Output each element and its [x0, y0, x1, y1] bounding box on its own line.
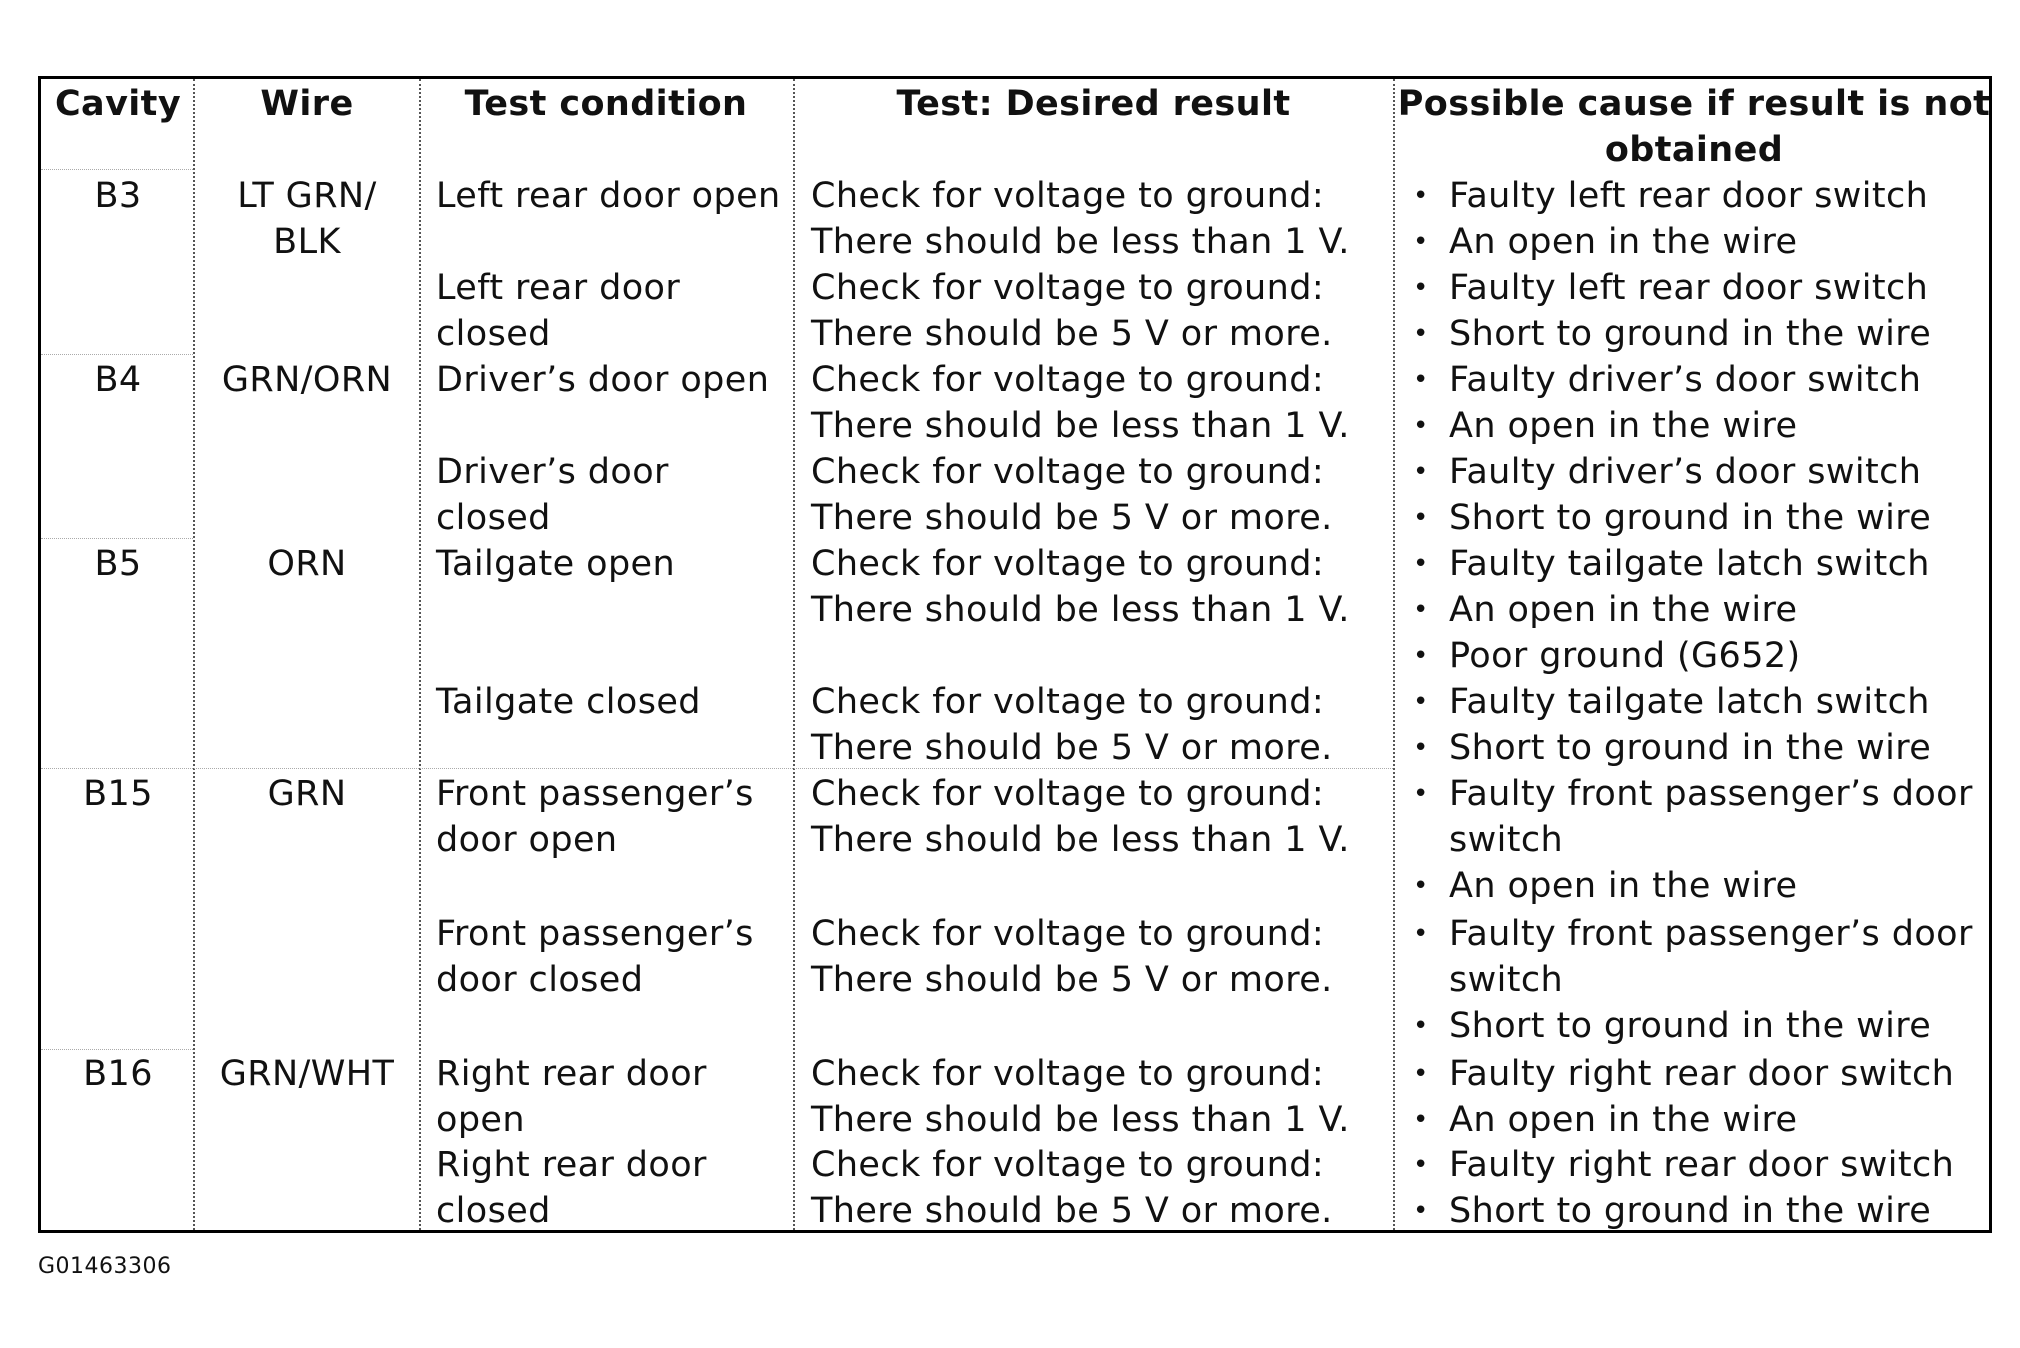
- figure-code: G01463306: [38, 1254, 172, 1279]
- wire-cell: GRN/WHT: [219, 1054, 395, 1094]
- cause-item: • An open in the wire: [1413, 219, 1928, 265]
- header-cause-line: obtained: [1604, 130, 1784, 170]
- cause-item: • Short to ground in the wire: [1413, 1003, 1973, 1049]
- cause-cell: [1413, 449, 1931, 541]
- condition-cell: [436, 911, 754, 1003]
- wire-cell: GRN/ORN: [221, 360, 393, 400]
- header-cavity: Cavity: [54, 84, 182, 124]
- condition-cell: Left rear door open: [436, 176, 781, 216]
- result-cell: [811, 357, 1350, 449]
- result-line: There should be 5 V or more.: [811, 728, 1333, 768]
- result-line: Check for voltage to ground:: [811, 914, 1325, 954]
- cause-item: • Faulty driver’s door switch: [1413, 357, 1921, 403]
- cavity-cell: B15: [83, 774, 153, 814]
- result-cell: [811, 173, 1350, 265]
- cause-cell: [1413, 541, 1930, 679]
- result-cell: [811, 541, 1350, 633]
- condition-line: Right rear door: [436, 1054, 707, 1094]
- cause-item: • An open in the wire: [1413, 403, 1921, 449]
- condition-line: Right rear door: [436, 1145, 707, 1185]
- cause-item: • Faulty driver’s door switch: [1413, 449, 1931, 495]
- condition-line: closed: [436, 314, 551, 354]
- condition-cell: Tailgate open: [436, 544, 676, 584]
- result-line: Check for voltage to ground:: [811, 774, 1325, 814]
- cause-cell: [1413, 173, 1928, 265]
- cavity-cell: B4: [94, 360, 142, 400]
- row-divider: [41, 354, 193, 355]
- cause-item-continued: switch: [1449, 960, 1564, 1000]
- result-line: Check for voltage to ground:: [811, 682, 1325, 722]
- result-line: There should be less than 1 V.: [811, 406, 1350, 446]
- result-line: There should be 5 V or more.: [811, 314, 1333, 354]
- header-wire: Wire: [260, 84, 354, 124]
- result-cell: [811, 911, 1333, 1003]
- cavity-cell: B16: [83, 1054, 153, 1094]
- cause-item: • Faulty tailgate latch switch: [1413, 679, 1931, 725]
- result-line: Check for voltage to ground:: [811, 268, 1325, 308]
- diagnostic-table: [38, 76, 1992, 1233]
- cavity-cell: B3: [94, 176, 142, 216]
- cause-item: • Faulty front passenger’s door: [1413, 771, 1973, 817]
- result-line: There should be less than 1 V.: [811, 1100, 1350, 1140]
- cause-item: • An open in the wire: [1413, 587, 1930, 633]
- cavity-cell: B5: [94, 544, 142, 584]
- wire-cell: ORN: [267, 544, 347, 584]
- result-cell: [811, 265, 1333, 357]
- condition-line: Front passenger’s: [436, 774, 754, 814]
- cause-cell: [1413, 1142, 1954, 1234]
- header-possible-cause: [1396, 81, 1992, 173]
- cause-item: • Faulty left rear door switch: [1413, 265, 1931, 311]
- cause-cell: [1413, 771, 1973, 909]
- condition-cell: [436, 1142, 707, 1234]
- condition-cell: Tailgate closed: [436, 682, 701, 722]
- result-line: There should be 5 V or more.: [811, 1191, 1333, 1231]
- row-divider: [41, 538, 193, 539]
- column-divider: [793, 79, 795, 1230]
- condition-line: door open: [436, 820, 618, 860]
- result-line: There should be less than 1 V.: [811, 590, 1350, 630]
- cause-cell: [1413, 911, 1973, 1049]
- result-line: Check for voltage to ground:: [811, 452, 1325, 492]
- cause-item: • Faulty front passenger’s door: [1413, 911, 1973, 957]
- cause-cell: [1413, 1051, 1954, 1143]
- cause-item: • Faulty left rear door switch: [1413, 173, 1928, 219]
- cause-item: • Short to ground in the wire: [1413, 1188, 1954, 1234]
- row-divider: [41, 1049, 193, 1050]
- result-cell: [811, 1142, 1333, 1234]
- result-line: There should be less than 1 V.: [811, 222, 1350, 262]
- condition-cell: [436, 771, 754, 863]
- condition-line: closed: [436, 1191, 551, 1231]
- condition-cell: [436, 1051, 707, 1143]
- header-cause-line: Possible cause if result is not: [1397, 84, 1991, 124]
- condition-line: closed: [436, 498, 551, 538]
- result-cell: [811, 449, 1333, 541]
- result-line: There should be 5 V or more.: [811, 498, 1333, 538]
- result-line: Check for voltage to ground:: [811, 360, 1325, 400]
- cause-item: • Faulty right rear door switch: [1413, 1051, 1954, 1097]
- result-cell: [811, 1051, 1350, 1143]
- cause-item: • Faulty tailgate latch switch: [1413, 541, 1930, 587]
- condition-line: Driver’s door: [436, 452, 669, 492]
- condition-cell: [436, 449, 669, 541]
- result-line: There should be 5 V or more.: [811, 960, 1333, 1000]
- cause-cell: [1413, 357, 1921, 449]
- result-cell: [811, 771, 1350, 863]
- result-line: Check for voltage to ground:: [811, 1145, 1325, 1185]
- result-line: Check for voltage to ground:: [811, 176, 1325, 216]
- cause-item: • An open in the wire: [1413, 863, 1973, 909]
- cause-item: • Short to ground in the wire: [1413, 725, 1931, 771]
- cause-cell: [1413, 265, 1931, 357]
- condition-line: Left rear door: [436, 268, 681, 308]
- wire-line: BLK: [273, 222, 341, 262]
- header-desired-result: Test: Desired result: [896, 84, 1291, 124]
- cause-item: • Short to ground in the wire: [1413, 495, 1931, 541]
- result-line: Check for voltage to ground:: [811, 1054, 1325, 1094]
- wire-cell: GRN: [267, 774, 347, 814]
- cause-item: • Short to ground in the wire: [1413, 311, 1931, 357]
- result-cell: [811, 679, 1333, 771]
- condition-cell: Driver’s door open: [436, 360, 770, 400]
- result-line: There should be less than 1 V.: [811, 820, 1350, 860]
- cause-item: • Faulty right rear door switch: [1413, 1142, 1954, 1188]
- header-test-condition: Test condition: [464, 84, 748, 124]
- condition-line: door closed: [436, 960, 644, 1000]
- condition-line: Front passenger’s: [436, 914, 754, 954]
- cause-item: • An open in the wire: [1413, 1097, 1954, 1143]
- column-divider: [193, 79, 195, 1230]
- cause-item-continued: switch: [1449, 820, 1564, 860]
- condition-line: open: [436, 1100, 525, 1140]
- cause-item: • Poor ground (G652): [1413, 633, 1930, 679]
- column-divider: [1393, 79, 1395, 1230]
- wire-line: LT GRN/: [237, 176, 377, 216]
- result-line: Check for voltage to ground:: [811, 544, 1325, 584]
- column-divider: [419, 79, 421, 1230]
- wire-cell: [196, 173, 418, 265]
- condition-cell: [436, 265, 680, 357]
- row-divider: [41, 169, 193, 170]
- cause-cell: [1413, 679, 1931, 771]
